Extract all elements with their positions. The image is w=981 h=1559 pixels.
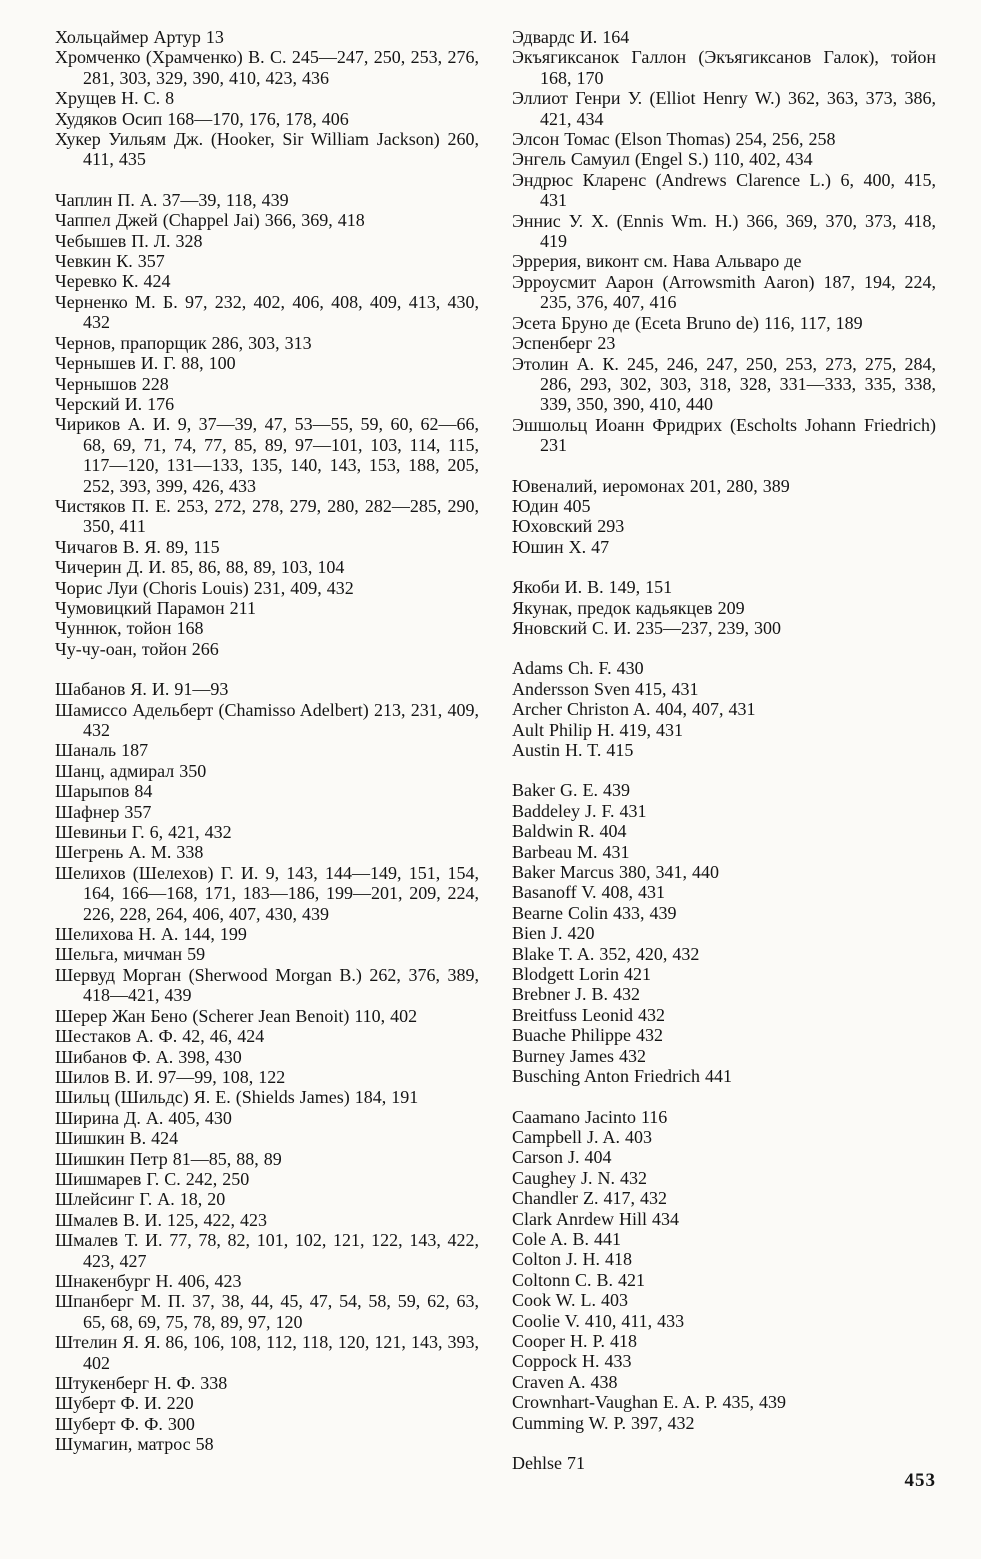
index-entry: Чистяков П. Е. 253, 272, 278, 279, 280, 282—285, 290, 350, 411 [55,495,479,537]
index-entry: Эдвардс И. 164 [512,27,630,47]
index-columns [55,27,936,1473]
index-entry: Шнакенбург Н. 406, 423 [55,1270,242,1291]
index-entry: Чириков А. И. 9, 37—39, 47, 53—55, 59, 60, 62—66, 68, 69, 71, 74, 77, 85, 89, 97—101, 103, 114, 115, 117—120, 131—133, 135, 140, 143, 153, 188, 205, 252, 393, 399, 426, 433 [55,414,479,496]
index-entry: Эшшольц Иоанн Фридрих (Escholts Johann Friedrich) 231 [512,414,936,456]
index-entry: Хрущев Н. С. 8 [55,88,175,109]
index-entry: Шилов В. И. 97—99, 108, 122 [55,1066,286,1087]
index-entry: Ширина Д. А. 405, 430 [55,1107,232,1128]
index-entry: Coppock H. 433 [512,1351,632,1372]
letter-group [512,577,936,638]
index-entry: Barbeau M. 431 [512,841,630,862]
index-entry: Blake T. A. 352, 420, 432 [512,943,700,964]
index-entry: Чичерин Д. И. 85, 86, 88, 89, 103, 104 [55,557,345,578]
index-entry: Andersson Sven 415, 431 [512,678,699,699]
index-entry: Cumming W. P. 397, 432 [512,1412,695,1433]
index-entry: Шуберт Ф. И. 220 [55,1393,194,1414]
letter-group [512,27,936,456]
index-entry: Якунак, предок кадьякцев 209 [512,597,745,618]
index-entry: Шегрень А. М. 338 [55,842,204,863]
index-entry: Шпанберг М. П. 37, 38, 44, 45, 47, 54, 58, 59, 62, 63, 65, 68, 69, 75, 78, 89, 97, 120 [55,1291,479,1332]
index-entry: Caughey J. N. 432 [512,1167,647,1188]
index-entry: Чебышев П. Л. 328 [55,230,203,251]
index-column-left [55,27,479,1473]
index-entry: Юховский 293 [512,516,625,537]
index-entry: Хукер Уильям Дж. (Hooker, Sir William Jackson) 260, 411, 435 [55,129,479,170]
index-entry: Шишкин Петр 81—85, 88, 89 [55,1148,282,1169]
index-entry: Шарыпов 84 [55,781,153,802]
index-entry: Busching Anton Friedrich 441 [512,1066,732,1087]
index-entry: Шибанов Ф. А. 398, 430 [55,1046,242,1067]
index-entry: Эспенберг 23 [512,333,616,354]
index-entry: Adams Ch. F. 430 [512,658,644,679]
index-entry: Шишмарев Г. С. 242, 250 [55,1168,250,1189]
index-entry: Шелихов (Шелехов) Г. И. 9, 143, 144—149, 151, 154, 164, 166—168, 171, 183—186, 199—201, 209, 224, 226, 228, 264, 406, 407, 430, 439 [55,862,479,924]
index-entry: Buache Philippe 432 [512,1025,663,1046]
index-entry: Carson J. 404 [512,1147,612,1168]
index-entry: Чернышов 228 [55,373,169,394]
index-entry: Яновский С. И. 235—237, 239, 300 [512,617,782,638]
index-entry: Шервуд Морган (Sherwood Morgan B.) 262, 376, 389, 418—421, 439 [55,964,479,1006]
index-entry: Crownhart-Vaughan E. A. P. 435, 439 [512,1392,786,1413]
index-entry: Ювеналий, иеромонах 201, 280, 389 [512,475,790,496]
index-entry: Шуберт Ф. Ф. 300 [55,1413,195,1434]
index-entry: Чичагов В. Я. 89, 115 [55,536,220,557]
index-entry: Campbell J. A. 403 [512,1126,652,1147]
index-entry: Этолин А. К. 245, 246, 247, 250, 253, 273, 275, 284, 286, 293, 302, 303, 318, 328, 331—333, 335, 338, 339, 350, 390, 410, 440 [512,353,936,415]
index-entry: Чуннюк, тойон 168 [55,618,204,639]
index-entry: Cooper H. P. 418 [512,1330,638,1351]
index-entry: Шмалев В. И. 125, 422, 423 [55,1209,268,1230]
index-entry: Baldwin R. 404 [512,821,627,842]
index-entry: Blodgett Lorin 421 [512,964,651,985]
index-entry: Хромченко (Храмченко) В. С. 245—247, 250, 253, 276, 281, 303, 329, 390, 410, 423, 436 [55,47,479,88]
index-entry: Dehlse 71 [512,1453,585,1473]
index-entry: Эннис У. Х. (Ennis Wm. H.) 366, 369, 370, 373, 418, 419 [512,210,936,252]
index-entry: Шабанов Я. И. 91—93 [55,679,229,700]
letter-group [55,27,479,170]
letter-group [55,190,479,659]
index-entry: Экъягиксанок Галлон (Экъягиксанов Галок), тойон 168, 170 [512,47,936,88]
index-entry: Baddeley J. F. 431 [512,800,647,821]
index-entry: Шестаков А. Ф. 42, 46, 424 [55,1026,265,1047]
index-entry: Шаналь 187 [55,740,149,761]
letter-group [512,1107,936,1434]
index-entry: Brebner J. B. 432 [512,984,640,1005]
index-entry: Эллиот Генри У. (Elliot Henry W.) 362, 363, 373, 386, 421, 434 [512,88,936,129]
letter-group [55,679,479,1454]
index-entry: Caamano Jacinto 116 [512,1106,668,1127]
index-entry: Шумагин, матрос 58 [55,1434,214,1455]
index-entry: Худяков Осип 168—170, 176, 178, 406 [55,108,349,129]
letter-group [512,476,936,558]
index-entry: Baker Marcus 380, 341, 440 [512,862,719,883]
index-entry: Cole A. B. 441 [512,1228,622,1249]
page-number: 453 [904,1470,936,1491]
index-entry: Cook W. L. 403 [512,1290,629,1311]
index-entry: Шевиньи Г. 6, 421, 432 [55,822,232,843]
index-entry: Эрроусмит Аарон (Arrowsmith Aaron) 187, 194, 224, 235, 376, 407, 416 [512,271,936,313]
index-entry: Якоби И. В. 149, 151 [512,577,673,598]
index-entry: Чорис Луи (Choris Louis) 231, 409, 432 [55,577,354,598]
index-entry: Чумовицкий Парамон 211 [55,597,256,618]
index-entry: Baker G. E. 439 [512,780,630,801]
index-entry: Черненко М. Б. 97, 232, 402, 406, 408, 409, 413, 430, 432 [55,291,479,333]
letter-group [512,780,936,1086]
index-entry: Чернов, прапорщик 286, 303, 313 [55,332,312,353]
index-entry: Шельга, мичман 59 [55,944,206,965]
index-entry: Чаплин П. А. 37—39, 118, 439 [55,189,289,210]
index-entry: Юдин 405 [512,495,591,516]
index-entry: Хольцаймер Артур 13 [55,27,224,47]
index-entry: Clark Anrdew Hill 434 [512,1208,679,1229]
index-entry: Breitfuss Leonid 432 [512,1004,665,1025]
index-entry: Чу-чу-оан, тойон 266 [55,638,219,659]
index-entry: Штукенберг Н. Ф. 338 [55,1373,228,1393]
index-entry: Элсон Томас (Elson Thomas) 254, 256, 258 [512,129,836,150]
index-entry: Шлейсинг Г. А. 18, 20 [55,1189,226,1210]
index-entry: Шелихова Н. А. 144, 199 [55,924,247,945]
index-entry: Ault Philip H. 419, 431 [512,719,684,740]
index-entry: Шанц, адмирал 350 [55,760,207,781]
index-entry: Шильц (Шильдс) Я. Е. (Shields James) 184, 191 [55,1087,419,1108]
index-entry: Шафнер 357 [55,801,152,822]
letter-group [512,1453,936,1473]
index-entry: Черский И. 176 [55,393,175,414]
index-entry: Craven A. 438 [512,1371,618,1392]
index-entry: Colton J. H. 418 [512,1249,633,1270]
index-entry: Чаппел Джей (Chappel Jai) 366, 369, 418 [55,210,365,231]
index-entry: Штелин Я. Я. 86, 106, 108, 112, 118, 120, 121, 143, 393, 402 [55,1332,479,1373]
index-entry: Coltonn C. B. 421 [512,1269,646,1290]
index-entry: Bearne Colin 433, 439 [512,902,677,923]
index-entry: Энгель Самуил (Engel S.) 110, 402, 434 [512,149,813,170]
index-entry: Эсета Бруно де (Eceta Bruno de) 116, 117, 189 [512,312,863,333]
index-entry: Чевкин К. 357 [55,251,165,272]
index-entry: Coolie V. 410, 411, 433 [512,1310,685,1331]
index-entry: Юшин Х. 47 [512,536,610,557]
index-entry: Austin H. T. 415 [512,740,634,760]
index-entry: Chandler Z. 417, 432 [512,1188,667,1209]
index-entry: Archer Christon A. 404, 407, 431 [512,699,756,720]
index-entry: Черевко К. 424 [55,271,171,292]
index-column-right [512,27,936,1473]
index-entry: Шмалев Т. И. 77, 78, 82, 101, 102, 121, 122, 143, 422, 423, 427 [55,1230,479,1271]
index-entry: Шишкин В. 424 [55,1128,179,1149]
index-entry: Чернышев И. Г. 88, 100 [55,353,236,374]
index-entry: Bien J. 420 [512,923,595,944]
index-entry: Шерер Жан Бено (Scherer Jean Benoit) 110, 402 [55,1005,418,1026]
index-entry: Эррерия, виконт см. Нава Альваро де [512,251,802,272]
index-entry: Шамиссо Адельберт (Chamisso Adelbert) 213, 231, 409, 432 [55,699,479,740]
index-entry: Burney James 432 [512,1045,646,1066]
index-entry: Эндрюс Кларенс (Andrews Clarence L.) 6, 400, 415, 431 [512,169,936,211]
index-entry: Basanoff V. 408, 431 [512,882,666,903]
letter-group [512,658,936,760]
